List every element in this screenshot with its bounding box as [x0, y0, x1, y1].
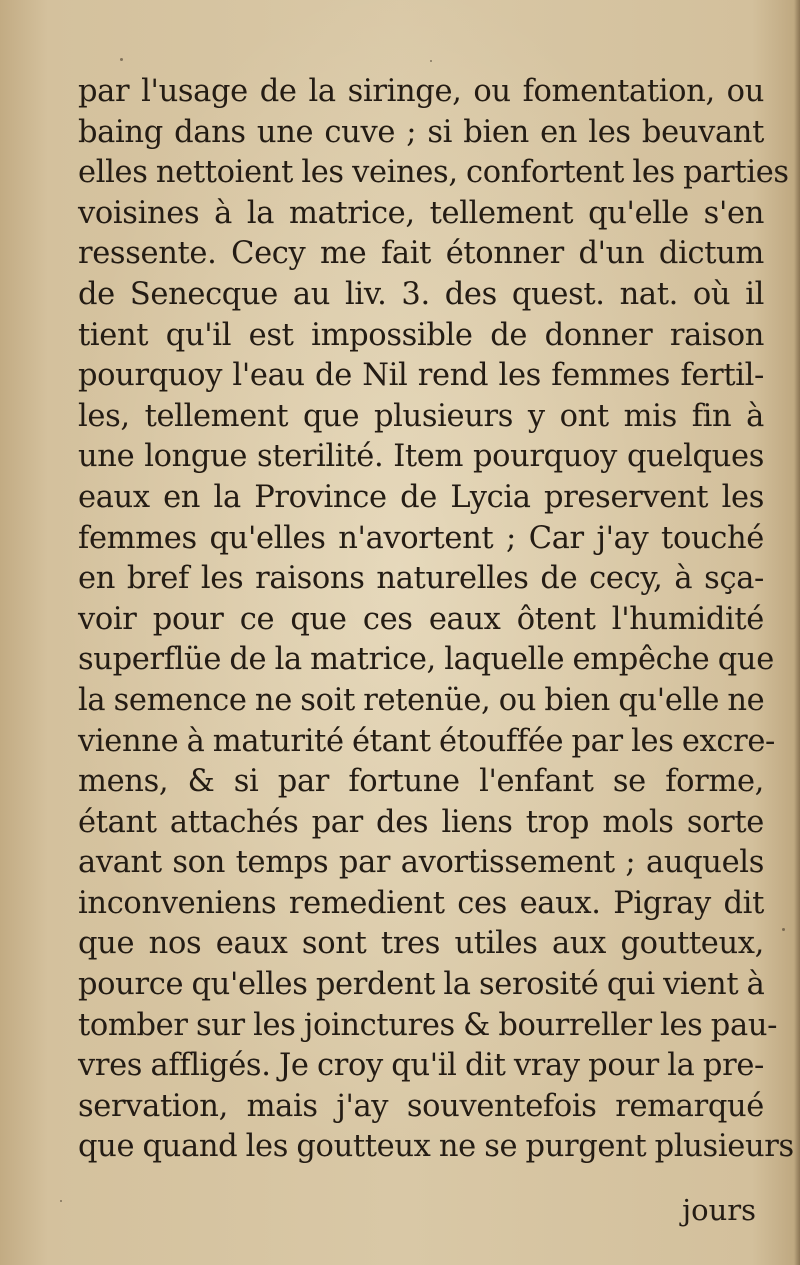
text-line: que quand les goutteux ne se purgent plusieurs — [78, 1129, 794, 1165]
catchword: jours — [682, 1193, 756, 1227]
ink-speck — [60, 1200, 62, 1202]
page-edge-shadow — [794, 0, 800, 1265]
text-line: étant attachés par des liens trop mols sorte — [78, 804, 764, 840]
text-line: tient qu'il est impossible de donner raison — [78, 317, 764, 353]
text-line: servation, mais j'ay souventefois remarqué — [78, 1088, 764, 1124]
text-line: que nos eaux sont tres utiles aux goutteux, — [78, 926, 764, 962]
text-line: avant son temps par avortissement ; auquels — [78, 845, 764, 881]
text-line: mens, & si par fortune l'enfant se forme, — [78, 764, 764, 800]
text-line: inconveniens remedient ces eaux. Pigray dit — [78, 885, 764, 921]
text-line: par l'usage de la siringe, ou fomentation, ou — [78, 74, 764, 109]
text-line: pource qu'elles perdent la serosité qui vient à — [78, 967, 765, 1003]
text-line: vienne à maturité étant étouffée par les excre- — [78, 723, 776, 759]
text-line: de Senecque au liv. 3. des quest. nat. où il — [78, 276, 764, 312]
text-line: ressente. Cecy me fait étonner d'un dictum — [78, 236, 764, 272]
text-line: baing dans une cuve ; si bien en les beuvant — [78, 114, 764, 150]
text-line: femmes qu'elles n'avortent ; Car j'ay touché — [78, 520, 764, 556]
text-line: elles nettoient les veines, confortent les parties — [78, 155, 789, 191]
text-line: tomber sur les joinctures & bourreller les pau- — [78, 1007, 778, 1043]
text-line: une longue sterilité. Item pourquoy quelques — [78, 439, 764, 475]
text-line: en bref les raisons naturelles de cecy, à sça- — [78, 561, 764, 597]
body-text — [78, 72, 794, 1168]
text-line: voisines à la matrice, tellement qu'elle s'en — [78, 195, 764, 231]
text-line: les, tellement que plusieurs y ont mis fin à — [78, 398, 764, 434]
text-line: voir pour ce que ces eaux ôtent l'humidité — [78, 601, 764, 637]
text-line: vres affligés. Je croy qu'il dit vray pour la pre- — [78, 1048, 764, 1084]
ink-speck — [782, 928, 785, 931]
text-line: superflüe de la matrice, laquelle empêche que — [78, 642, 774, 678]
text-line: eaux en la Province de Lycia preservent les — [78, 479, 764, 515]
text-line: pourquoy l'eau de Nil rend les femmes fertil- — [78, 358, 764, 394]
text-line: la semence ne soit retenüe, ou bien qu'elle ne — [78, 682, 765, 718]
ink-speck — [430, 60, 432, 62]
ink-speck — [120, 58, 123, 61]
